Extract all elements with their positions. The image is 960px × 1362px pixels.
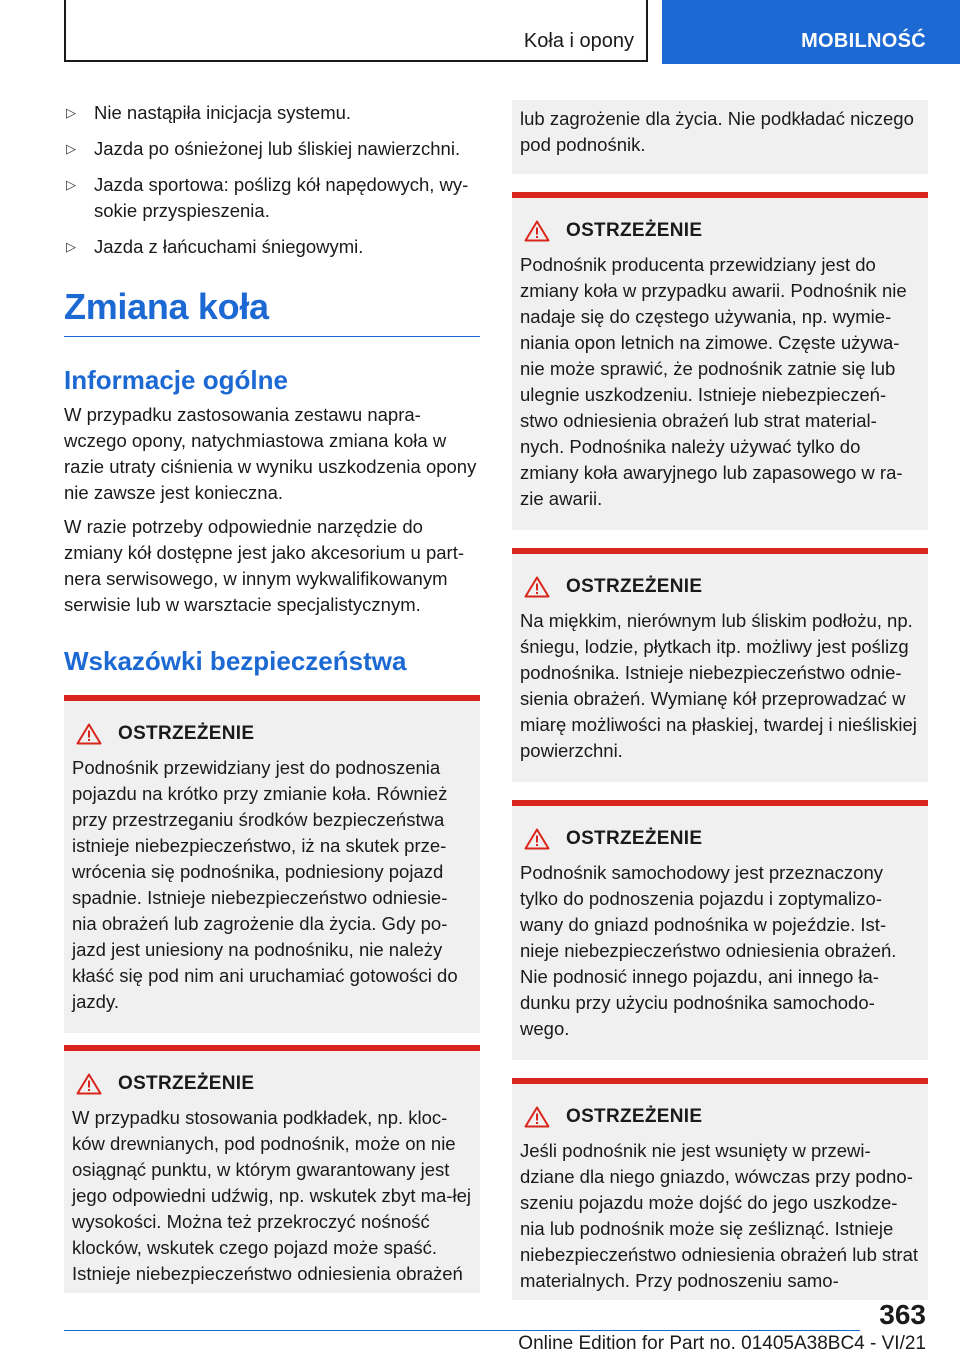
condition-list bbox=[64, 100, 480, 260]
warning-triangle-icon bbox=[524, 1106, 550, 1128]
warning-box bbox=[512, 192, 928, 530]
warning-triangle-icon bbox=[524, 576, 550, 598]
list-item: ▷ Nie nastąpiła inicjacja systemu. bbox=[64, 100, 480, 126]
warning-text: W przypadku stosowania podkładek, np. kloc‐ków drewnianych, pod podnośnik, może on nie osiągnąć punktu, w którym gwarantowany jest jego odpowiedni udźwig, np. wskutek zbyt ma‐łej wysokości. Można też przekroczyć nośność klocków, wskutek czego pojazd może spaść. Istnieje niebezpieczeństwo odniesienia obrażeń bbox=[72, 1107, 471, 1284]
list-item: ▷ Jazda po ośnieżonej lub śliskiej nawierzchni. bbox=[64, 136, 480, 162]
list-item: ▷ Jazda z łańcuchami śniegowymi. bbox=[64, 234, 480, 260]
warning-text: Podnośnik samochodowy jest przeznaczony tylko do podnoszenia pojazdu i zoptymalizo‐wany do gniazd podnośnika w pojeździe. Ist‐nieje niebezpieczeństwo odniesienia obrażeń. Nie podnosić innego pojazdu, ani innego ła‐dunku przy użyciu podnośnika samochodo‐wego. bbox=[520, 862, 897, 1039]
warning-text: Podnośnik przewidziany jest do podnoszenia pojazdu na krótko przy zmianie koła. Również przy przestrzeganiu środków bezpieczeństwa istnieje niebezpieczeństwo, iż na skutek prze‐wrócenia się podnośnika, podniesiony pojazd spadnie. Istnieje niebezpieczeństwo odniesie‐nia obrażeń lub zagrożenie dla życia. Gdy po‐jazd jest uniesiony na podnośniku, nie należy kłaść się pod nim ani uruchamiać gotowości do jazdy. bbox=[72, 757, 458, 1012]
warning-header bbox=[72, 1073, 472, 1095]
heading-safety-notes: Wskazówki bezpieczeństwa bbox=[64, 646, 407, 676]
triangle-right-icon: ▷ bbox=[66, 177, 76, 192]
heading-wheel-change: Zmiana koła bbox=[64, 286, 480, 337]
header-chapter-box bbox=[64, 0, 648, 62]
warning-box bbox=[64, 1045, 480, 1293]
warning-title: OSTRZEŻENIE bbox=[566, 828, 703, 849]
heading-general-info: Informacje ogólne bbox=[64, 365, 288, 395]
warning-title: OSTRZEŻENIE bbox=[566, 576, 703, 597]
warning-triangle-icon bbox=[76, 1073, 102, 1095]
warning-box-continued bbox=[512, 100, 928, 174]
footer-edition-text: Online Edition for Part no. 01405A38BC4 - VI/21 bbox=[518, 1333, 926, 1354]
warning-text: Podnośnik producenta przewidziany jest do zmiany koła w przypadku awarii. Podnośnik nie nadaje się do częstego używania, np. wymie‐niania opon letnich na zimowe. Częste używa‐nie może sprawić, że podnośnik zatnie się lub ulegnie uszkodzeniu. Istnieje niebezpieczeń‐stwo odniesienia obrażeń lub strat material‐nych. Podnośnika należy używać tylko do zmiany koła awaryjnego lub zapasowego w ra‐zie awarii. bbox=[520, 254, 907, 509]
chapter-title: Koła i opony bbox=[523, 30, 634, 52]
warning-header bbox=[72, 723, 472, 745]
page-number: 363 bbox=[879, 1299, 926, 1330]
warning-header bbox=[520, 1106, 920, 1128]
warning-header bbox=[520, 576, 920, 598]
warning-triangle-icon bbox=[524, 220, 550, 242]
warning-box bbox=[64, 695, 480, 1033]
warning-title: OSTRZEŻENIE bbox=[118, 723, 255, 744]
warning-box bbox=[512, 800, 928, 1060]
list-item: ▷ Jazda sportowa: poślizg kół napędowych, wy‐sokie przyspieszenia. bbox=[66, 174, 469, 221]
warning-title: OSTRZEŻENIE bbox=[566, 220, 703, 241]
section-tab-label: MOBILNOŚĆ bbox=[801, 30, 926, 52]
triangle-right-icon: ▷ bbox=[66, 141, 76, 156]
warning-box bbox=[512, 548, 928, 782]
warning-header bbox=[520, 828, 920, 850]
general-paragraph: W razie potrzeby odpowiednie narzędzie do zmiany kół dostępne jest jako akcesorium u part‐nera serwisowego, w innym wykwalifikowanym serwisie lub w warsztacie specjalistycznym. bbox=[64, 516, 464, 615]
warning-triangle-icon bbox=[76, 723, 102, 745]
warning-title: OSTRZEŻENIE bbox=[118, 1073, 255, 1094]
triangle-right-icon: ▷ bbox=[66, 239, 76, 254]
footer-divider bbox=[64, 1330, 860, 1331]
section-tab-box bbox=[662, 0, 960, 64]
right-column bbox=[512, 100, 928, 1300]
warning-text: Jeśli podnośnik nie jest wsunięty w przewi‐dziane dla niego gniazdo, wówczas przy podno‐szeniu pojazdu może dojść do jego uszkodze‐nia lub podnośnik może się ześliznąć. Istnieje niebezpieczeństwo odniesienia obrażeń lub strat materialnych. Przy podnoszeniu samo‐ bbox=[520, 1140, 919, 1291]
triangle-right-icon: ▷ bbox=[66, 105, 76, 120]
warning-triangle-icon bbox=[524, 828, 550, 850]
warning-text: Na miękkim, nierównym lub śliskim podłożu, np. śniegu, lodzie, płytkach itp. możliwy jest poślizg podnośnika. Istnieje niebezpieczeństwo odnie‐sienia obrażeń. Wymianę kół przeprowadzać w miarę możliwości na płaskiej, twardej i nieśliskiej powierzchni. bbox=[520, 610, 917, 761]
warning-title: OSTRZEŻENIE bbox=[566, 1106, 703, 1127]
warning-text: lub zagrożenie dla życia. Nie podkładać niczego pod podnośnik. bbox=[520, 108, 914, 155]
left-column bbox=[64, 100, 480, 1293]
warning-box bbox=[512, 1078, 928, 1300]
general-paragraph: W przypadku zastosowania zestawu napra‐wczego opony, natychmiastowa zmiana koła w razie utraty ciśnienia w wyniku uszkodzenia opony nie zawsze jest konieczna. bbox=[64, 404, 477, 503]
warning-header bbox=[520, 220, 920, 242]
